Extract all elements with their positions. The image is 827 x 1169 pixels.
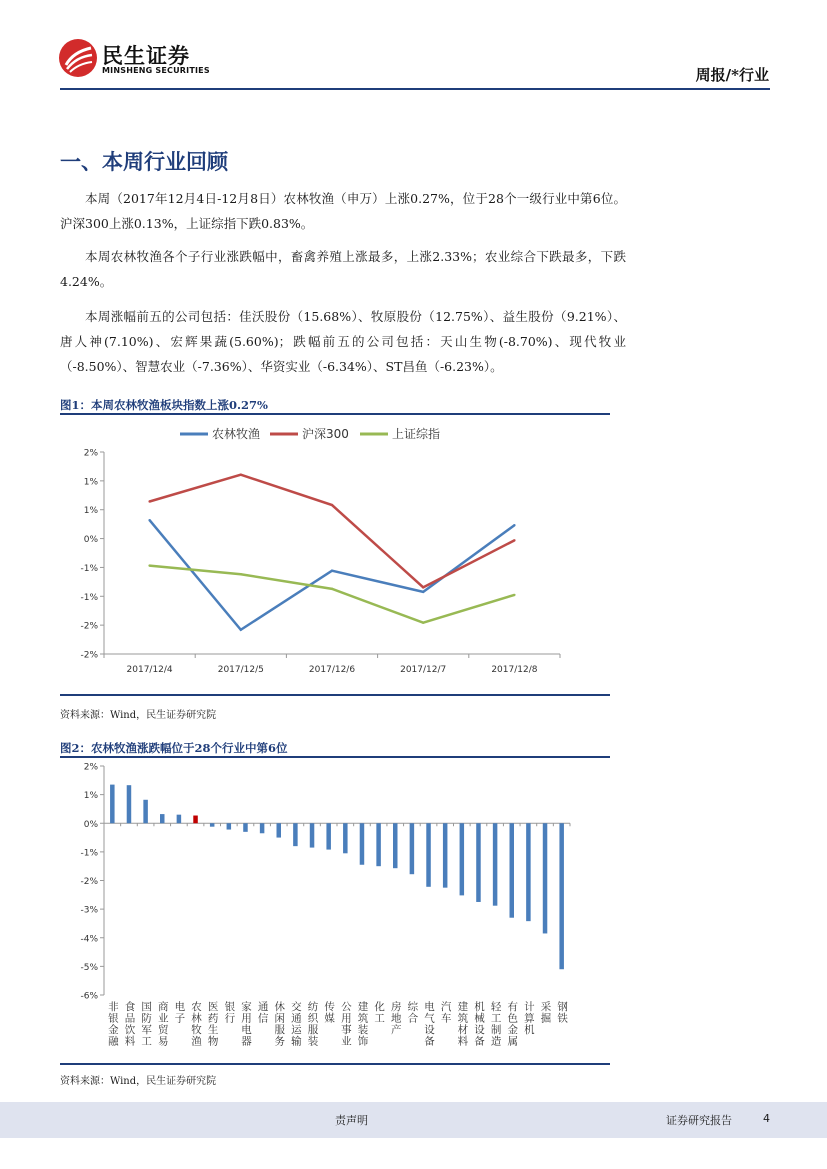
data-point xyxy=(148,500,150,502)
brand-logo xyxy=(58,38,238,84)
bar xyxy=(393,823,398,868)
bar xyxy=(110,785,115,824)
x-category-label-char: 林 xyxy=(191,1012,202,1025)
y-tick-label: 0% xyxy=(83,535,98,546)
x-category-label-char: 设 xyxy=(474,1024,485,1036)
data-point xyxy=(422,621,424,623)
bar xyxy=(443,823,448,887)
x-category-label-char: 闲 xyxy=(274,1012,285,1025)
x-category-label-char: 房 xyxy=(391,1001,402,1013)
bar xyxy=(343,823,348,853)
x-category-label-char: 气 xyxy=(424,1012,435,1025)
bar xyxy=(360,823,365,865)
x-category-label-char: 电 xyxy=(174,1001,186,1013)
data-point xyxy=(513,594,515,596)
legend-label-1: 沪深300 xyxy=(302,427,349,441)
x-category-label-char: 渔 xyxy=(191,1035,202,1048)
bar xyxy=(376,823,381,866)
paragraph-subsectors: 本周农林牧渔各个子行业涨跌幅中，畜禽养殖上涨最多，上涨2.33%；农业综合下跌最多，下跌4.24%。 xyxy=(60,249,626,289)
x-category-label-char: 输 xyxy=(291,1035,302,1048)
y-tick-label: -5% xyxy=(80,962,98,973)
x-category-label-char: 化 xyxy=(374,1001,385,1013)
x-category-label-char: 产 xyxy=(391,1024,402,1036)
section-title: 一、本周行业回顾 xyxy=(60,149,228,174)
x-category-label-char: 有 xyxy=(507,1001,518,1013)
bar xyxy=(426,823,431,887)
y-tick-label: 0% xyxy=(83,819,98,830)
bar xyxy=(227,823,232,829)
x-tick-label: 2017/12/5 xyxy=(217,665,264,675)
x-category-label-char: 通 xyxy=(257,1001,269,1013)
x-category-label-char: 易 xyxy=(158,1035,169,1048)
x-category-label-char: 合 xyxy=(407,1012,419,1025)
bar xyxy=(310,823,315,847)
minsheng-logo-icon xyxy=(58,38,98,78)
x-category-label-char: 物 xyxy=(207,1035,219,1048)
x-category-label-char: 纺 xyxy=(307,1001,319,1013)
x-category-label-char: 运 xyxy=(291,1024,302,1036)
data-point xyxy=(422,586,424,588)
x-category-label-char: 服 xyxy=(274,1024,285,1036)
x-category-label-char: 建 xyxy=(357,1001,369,1013)
x-category-label-char: 采 xyxy=(540,1001,552,1013)
figure1-bottom-rule xyxy=(60,694,610,696)
x-category-label-char: 计 xyxy=(524,1001,535,1013)
x-category-label-char: 行 xyxy=(224,1012,236,1025)
x-category-label-char: 备 xyxy=(424,1035,435,1048)
x-category-label-char: 饰 xyxy=(357,1035,369,1048)
y-tick-label: -1% xyxy=(80,592,98,603)
x-category-label-char: 属 xyxy=(507,1035,518,1048)
x-category-label-char: 织 xyxy=(307,1012,319,1025)
x-category-label-char: 装 xyxy=(357,1024,369,1036)
x-tick-label: 2017/12/7 xyxy=(400,665,447,675)
x-category-label-char: 饮 xyxy=(124,1024,136,1036)
figure2-source: 资料来源：Wind，民生证券研究院 xyxy=(60,1076,217,1087)
header-divider xyxy=(60,88,770,90)
data-point xyxy=(513,539,515,541)
x-category-label-char: 设 xyxy=(424,1024,435,1036)
x-category-label-char: 用 xyxy=(341,1012,352,1025)
x-category-label-char: 交 xyxy=(291,1001,302,1013)
x-category-label-char: 综 xyxy=(407,1001,419,1013)
x-category-label-char: 信 xyxy=(257,1012,269,1025)
bar xyxy=(526,823,531,921)
x-category-label-char: 药 xyxy=(207,1012,219,1025)
x-category-label-char: 筑 xyxy=(357,1012,369,1025)
x-category-label-char: 算 xyxy=(524,1012,535,1025)
x-category-label-char: 车 xyxy=(440,1012,452,1025)
bar xyxy=(260,823,265,833)
y-tick-label: -2% xyxy=(80,877,98,887)
figure2-bottom-rule xyxy=(60,1063,610,1065)
footer-label: 证券研究报告 xyxy=(666,1114,732,1127)
x-category-label-char: 医 xyxy=(207,1001,219,1013)
x-category-label-char: 媒 xyxy=(324,1012,335,1025)
x-category-label-char: 造 xyxy=(490,1035,502,1048)
bar xyxy=(326,823,331,849)
x-category-label-char: 服 xyxy=(307,1024,319,1036)
y-tick-label: 1% xyxy=(83,506,98,517)
x-category-label-char: 生 xyxy=(207,1024,219,1036)
x-category-label-char: 电 xyxy=(241,1024,252,1036)
x-category-label-char: 农 xyxy=(191,1001,202,1013)
y-tick-label: -2% xyxy=(80,621,98,632)
bar xyxy=(210,823,215,826)
series-line-2 xyxy=(150,566,515,623)
x-category-label-char: 铁 xyxy=(557,1012,568,1025)
x-category-label-char: 备 xyxy=(474,1035,485,1048)
y-tick-label: -1% xyxy=(80,848,98,859)
data-point xyxy=(148,564,150,566)
x-category-label-char: 汽 xyxy=(440,1001,452,1013)
data-point xyxy=(240,629,242,631)
x-category-label-char: 防 xyxy=(141,1012,152,1025)
x-category-label-char: 机 xyxy=(474,1001,485,1013)
data-point xyxy=(331,504,333,506)
x-category-label-char: 子 xyxy=(174,1012,186,1025)
x-category-label-char: 银 xyxy=(224,1001,236,1013)
logo-chinese-name: 民生证券 xyxy=(102,44,190,68)
x-category-label-char: 家 xyxy=(241,1001,252,1013)
x-category-label-char: 非 xyxy=(108,1001,119,1013)
x-category-label-char: 色 xyxy=(507,1012,518,1025)
bar xyxy=(160,814,165,823)
x-category-label-char: 筑 xyxy=(457,1012,469,1025)
y-tick-label: 1% xyxy=(83,791,98,802)
x-category-label-char: 掘 xyxy=(540,1012,552,1025)
page-number: 4 xyxy=(763,1112,770,1125)
report-type: 周报/*行业 xyxy=(695,66,769,84)
data-point xyxy=(331,569,333,571)
x-category-label-char: 用 xyxy=(241,1012,252,1025)
x-category-label-char: 业 xyxy=(158,1012,169,1025)
x-category-label-char: 器 xyxy=(241,1035,252,1048)
x-category-label-char: 械 xyxy=(474,1012,485,1025)
bar xyxy=(460,823,465,895)
bar xyxy=(177,815,182,824)
paragraph-weekly-summary: 本周（2017年12月4日-12月8日）农林牧渔（申万）上涨0.27%，位于28个一级行业中第6位。沪深300上涨0.13%，上证综指下跌0.83%。 xyxy=(60,191,626,231)
data-point xyxy=(513,524,515,526)
x-category-label-char: 传 xyxy=(324,1001,335,1013)
bar xyxy=(277,823,282,837)
x-tick-label: 2017/12/8 xyxy=(491,665,538,675)
bar xyxy=(127,785,132,823)
y-tick-label: -3% xyxy=(80,905,98,916)
x-category-label-char: 工 xyxy=(490,1012,502,1025)
x-category-label-char: 料 xyxy=(457,1035,469,1048)
legend-label-2: 上证综指 xyxy=(392,427,441,441)
x-category-label-char: 业 xyxy=(341,1035,352,1048)
x-category-label-char: 融 xyxy=(108,1035,119,1048)
x-category-label-char: 制 xyxy=(490,1024,502,1036)
paragraph-top-movers: 本周涨幅前五的公司包括：佳沃股份（15.68%）、牧原股份（12.75%）、益生股份（9.21%）、唐人神(7.10%)、宏辉果蔬(5.60%)；跌幅前五的公司包括：天山生物(-8.70%)、现代牧业（-8.50%）、智慧农业（-7.36%）、华资实业（-6.34%）、ST昌鱼（-6.23%）。 xyxy=(60,309,626,374)
x-category-label-char: 钢 xyxy=(557,1001,568,1013)
logo-english-name: MINSHENG SECURITIES xyxy=(102,66,210,75)
x-category-label-char: 务 xyxy=(274,1035,285,1048)
data-point xyxy=(240,474,242,476)
x-category-label-char: 银 xyxy=(108,1012,119,1025)
bar xyxy=(493,823,498,905)
bar xyxy=(243,823,248,832)
data-point xyxy=(240,573,242,575)
x-category-label-char: 金 xyxy=(507,1024,518,1036)
x-category-label-char: 金 xyxy=(108,1024,119,1036)
bar xyxy=(293,823,298,846)
x-category-label-char: 军 xyxy=(141,1024,152,1036)
bar xyxy=(476,823,481,902)
x-category-label-char: 商 xyxy=(158,1001,169,1013)
bar xyxy=(143,800,148,823)
x-category-label-char: 工 xyxy=(141,1035,152,1048)
x-category-label-char: 装 xyxy=(307,1035,319,1048)
y-tick-label: -1% xyxy=(80,563,98,574)
x-category-label-char: 事 xyxy=(341,1024,352,1036)
x-category-label-char: 公 xyxy=(341,1001,352,1013)
x-category-label-char: 料 xyxy=(124,1035,136,1048)
footer-disclaimer-link[interactable]: 责声明 xyxy=(335,1114,368,1127)
y-tick-label: 2% xyxy=(83,448,98,459)
figure1-line-chart xyxy=(60,418,610,690)
x-category-label-char: 机 xyxy=(524,1024,535,1036)
figure1-top-rule xyxy=(60,413,610,415)
x-category-label-char: 工 xyxy=(374,1012,385,1025)
data-point xyxy=(331,588,333,590)
x-tick-label: 2017/12/4 xyxy=(126,665,173,675)
y-tick-label: -6% xyxy=(80,991,98,1002)
x-category-label-char: 通 xyxy=(291,1012,302,1025)
x-category-label-char: 地 xyxy=(391,1012,402,1025)
x-category-label-char: 食 xyxy=(124,1001,136,1013)
data-point xyxy=(422,591,424,593)
x-category-label-char: 休 xyxy=(274,1001,285,1013)
series-line-0 xyxy=(150,520,515,630)
legend-label-0: 农林牧渔 xyxy=(212,427,261,441)
data-point xyxy=(148,519,150,521)
y-tick-label: 2% xyxy=(83,762,98,773)
y-tick-label: 1% xyxy=(83,477,98,488)
x-tick-label: 2017/12/6 xyxy=(308,665,356,675)
x-category-label-char: 电 xyxy=(424,1001,435,1013)
x-category-label-char: 贸 xyxy=(158,1024,169,1036)
bar xyxy=(510,823,515,917)
bar xyxy=(193,816,198,824)
x-category-label-char: 轻 xyxy=(490,1001,502,1013)
x-category-label-char: 品 xyxy=(124,1012,136,1025)
x-category-label-char: 牧 xyxy=(191,1024,202,1036)
x-category-label-char: 材 xyxy=(457,1024,469,1036)
bar xyxy=(559,823,564,969)
x-category-label-char: 国 xyxy=(141,1001,152,1013)
figure1-source: 资料来源：Wind，民生证券研究院 xyxy=(60,710,217,721)
y-tick-label: -4% xyxy=(80,934,98,945)
bar xyxy=(543,823,548,933)
figure2-bar-chart xyxy=(60,758,610,1058)
y-tick-label: -2% xyxy=(80,650,98,661)
x-category-label-char: 建 xyxy=(457,1001,469,1013)
figure1-title: 图1：本周农林牧渔板块指数上涨0.27% xyxy=(60,398,268,412)
bar xyxy=(410,823,415,874)
figure2-title: 图2：农林牧渔涨跌幅位于28个行业中第6位 xyxy=(60,741,288,755)
